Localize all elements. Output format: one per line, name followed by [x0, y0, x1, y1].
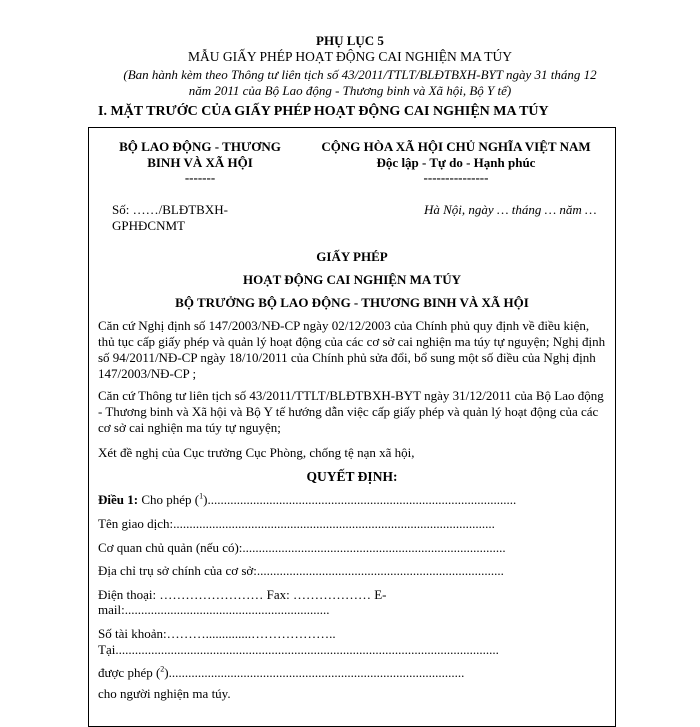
phone-fax-field: Điện thoại: …………………… Fax: ……………… E- [98, 587, 387, 602]
footnote-2-marker: 2 [160, 665, 165, 674]
bank-account-field: Số tài khoản:………..............……………….. [98, 626, 336, 641]
for-addicts-line: cho người nghiện ma túy. [98, 686, 231, 701]
issued-note-line2: năm 2011 của Bộ Lao động - Thương binh và Xã hội, Bộ Y tế) [188, 83, 512, 98]
legal-basis-circular: Căn cứ Thông tư liên tịch số 43/2011/TTLT/BLĐTBXH-BYT ngày 31/12/2011 của Bộ Lao động - Thương binh và Xã hội và Bộ Y tế hướng dẫn việc cấp giấy phép và quản lý hoạt động của các cơ sở cai nghiện ma túy tự nguyện; [98, 388, 604, 435]
republic-motto: Độc lập - Tự do - Hạnh phúc [376, 155, 536, 170]
allowed-activity-line [98, 665, 608, 681]
license-authority: BỘ TRƯỞNG BỘ LAO ĐỘNG - THƯƠNG BINH VÀ XÃ HỘI [175, 295, 529, 310]
ministry-divider: ------- [184, 170, 216, 185]
trade-name-field: Tên giao dịch:................................................................................................... [98, 516, 495, 531]
article-1-line [98, 492, 608, 508]
footnote-1-marker: 1 [199, 492, 204, 501]
article-1-blank: )............................................................................................... [203, 492, 517, 507]
document-number-line2: GPHĐCNMT [112, 218, 185, 233]
ministry-name-line2: BINH VÀ XÃ HỘI [147, 155, 253, 170]
republic-name: CỘNG HÒA XÃ HỘI CHỦ NGHĨA VIỆT NAM [321, 139, 591, 154]
place-date: Hà Nội, ngày … tháng … năm … [424, 202, 597, 217]
issued-note-line1: (Ban hành kèm theo Thông tư liên tịch số 43/2011/TTLT/BLĐTBXH-BYT ngày 31 tháng 12 [123, 67, 597, 82]
form-title: MẪU GIẤY PHÉP HOẠT ĐỘNG CAI NGHIỆN MA TÚY [188, 49, 512, 64]
decision-heading: QUYẾT ĐỊNH: [306, 469, 398, 484]
appendix-label: PHỤ LỤC 5 [316, 33, 384, 48]
license-title: GIẤY PHÉP [316, 249, 388, 264]
managing-agency-field: Cơ quan chủ quản (nếu có):................................................................................. [98, 540, 506, 555]
legal-basis-decree: Căn cứ Nghị định số 147/2003/NĐ-CP ngày 02/12/2003 của Chính phủ quy định về điều kiện, thủ tục cấp giấy phép và quản lý hoạt động của các cơ sở cai nghiện ma túy tự nguyện; Nghị định số 94/2011/NĐ-CP ngày 18/10/2011 của Chính phủ sửa đổi, bổ sung một số điều của Nghị định 147/2003/NĐ-CP ; [98, 318, 606, 381]
document-number-line1: Số: ……/BLĐTBXH- [112, 202, 228, 217]
article-1-text: Cho phép ( [138, 492, 200, 507]
ministry-name-line1: BỘ LAO ĐỘNG - THƯƠNG [119, 139, 281, 154]
address-field: Địa chỉ trụ sở chính của cơ sở:............................................................................ [98, 563, 504, 578]
bank-name-field: Tại...................................................................................................................... [98, 642, 499, 657]
section-title: I. MẶT TRƯỚC CỦA GIẤY PHÉP HOẠT ĐỘNG CAI NGHIỆN MA TÚY [98, 104, 549, 119]
license-subtitle: HOẠT ĐỘNG CAI NGHIỆN MA TÚY [242, 272, 462, 287]
allowed-activity-text: được phép ( [98, 665, 161, 680]
republic-divider: --------------- [423, 170, 489, 185]
legal-basis-proposal: Xét đề nghị của Cục trưởng Cục Phòng, chống tệ nạn xã hội, [98, 445, 415, 460]
email-field: mail:............................................................... [98, 602, 330, 617]
allowed-activity-blank: )........................................................................................... [164, 665, 465, 680]
article-1-label: Điều 1: [98, 492, 139, 507]
